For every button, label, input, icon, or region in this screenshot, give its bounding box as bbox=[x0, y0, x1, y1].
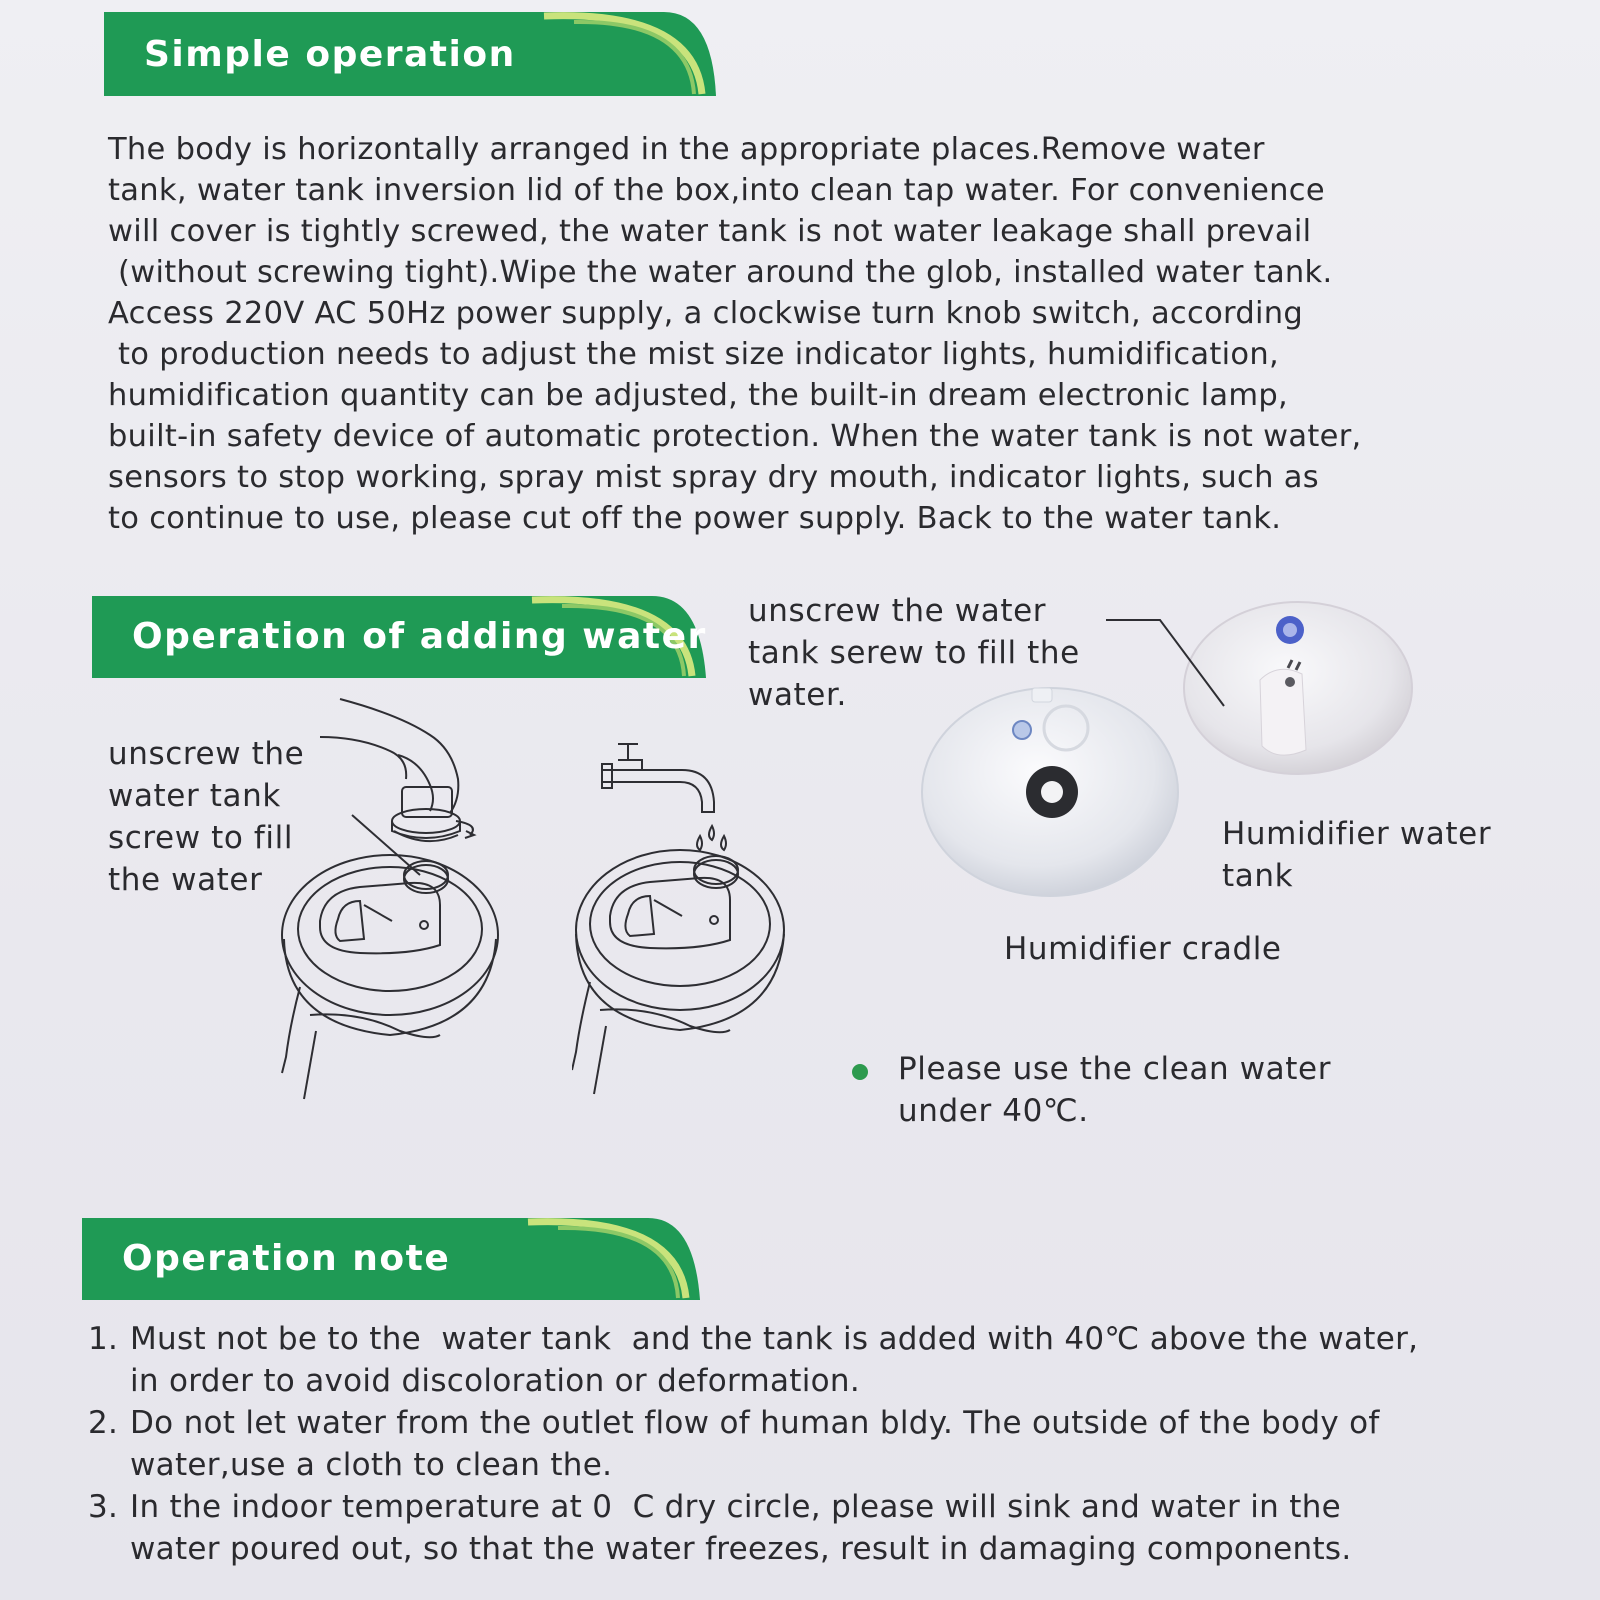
faucet-illustration bbox=[572, 740, 802, 1110]
list-item bbox=[88, 1486, 1418, 1570]
item-line: Do not let water from the outlet flow of human bldy. The outside of the body of bbox=[130, 1405, 1380, 1441]
bullet-line: Please use the clean water bbox=[898, 1051, 1332, 1087]
caption-line: unscrew the bbox=[108, 736, 305, 772]
caption-line: tank serew to fill the bbox=[748, 635, 1080, 671]
paragraph-line: tank, water tank inversion lid of the box,into clean tap water. For convenience bbox=[108, 173, 1325, 208]
item-line: In the indoor temperature at 0 C dry circle, please will sink and water in the bbox=[130, 1489, 1342, 1525]
simple-operation-paragraph bbox=[108, 129, 1362, 539]
label-line: tank bbox=[1222, 858, 1294, 894]
hand-unscrew-illustration bbox=[280, 695, 520, 1125]
simple-operation-banner bbox=[104, 8, 716, 98]
operation-note-title: Operation note bbox=[122, 1238, 451, 1279]
paragraph-line: sensors to stop working, spray mist spray dry mouth, indicator lights, such as bbox=[108, 460, 1319, 495]
cradle-label: Humidifier cradle bbox=[1004, 931, 1282, 967]
item-line: in order to avoid discoloration or deformation. bbox=[130, 1363, 860, 1399]
paragraph-line: to continue to use, please cut off the power supply. Back to the water tank. bbox=[108, 501, 1282, 536]
item-line: water poured out, so that the water freezes, result in damaging components. bbox=[130, 1531, 1352, 1567]
item-line: Must not be to the water tank and the tank is added with 40℃ above the water, bbox=[130, 1321, 1419, 1357]
list-item bbox=[88, 1318, 1418, 1402]
paragraph-line: to production needs to adjust the mist size indicator lights, humidification, bbox=[108, 337, 1280, 372]
caption-line: water. bbox=[748, 677, 847, 713]
paragraph-line: will cover is tightly screwed, the water tank is not water leakage shall prevail bbox=[108, 214, 1312, 249]
paragraph-line: humidification quantity can be adjusted, the built-in dream electronic lamp, bbox=[108, 378, 1289, 413]
simple-operation-title: Simple operation bbox=[144, 34, 516, 75]
item-number: 1. bbox=[88, 1321, 119, 1357]
tank-label bbox=[1222, 813, 1491, 897]
caption-line: water tank bbox=[108, 778, 281, 814]
item-number: 3. bbox=[88, 1489, 119, 1525]
adding-water-banner bbox=[92, 590, 706, 680]
caption-line: screw to fill bbox=[108, 820, 294, 856]
bullet-line: under 40℃. bbox=[898, 1093, 1089, 1129]
item-line: water,use a cloth to clean the. bbox=[130, 1447, 613, 1483]
pointer-line bbox=[1100, 610, 1240, 720]
adding-water-title: Operation of adding water bbox=[132, 616, 707, 657]
list-item bbox=[88, 1402, 1418, 1486]
paragraph-line: The body is horizontally arranged in the appropriate places.Remove water bbox=[108, 132, 1265, 167]
item-number: 2. bbox=[88, 1405, 119, 1441]
clean-water-bullet bbox=[898, 1048, 1331, 1132]
caption-line: unscrew the water bbox=[748, 593, 1047, 629]
left-caption bbox=[108, 733, 304, 901]
label-line: Humidifier water bbox=[1222, 816, 1492, 852]
paragraph-line: built-in safety device of automatic protection. When the water tank is not water, bbox=[108, 419, 1362, 454]
bullet-icon bbox=[852, 1064, 868, 1080]
operation-note-list bbox=[88, 1318, 1418, 1570]
paragraph-line: (without screwing tight).Wipe the water around the glob, installed water tank. bbox=[108, 255, 1333, 290]
caption-line: the water bbox=[108, 862, 263, 898]
paragraph-line: Access 220V AC 50Hz power supply, a clockwise turn knob switch, according bbox=[108, 296, 1304, 331]
